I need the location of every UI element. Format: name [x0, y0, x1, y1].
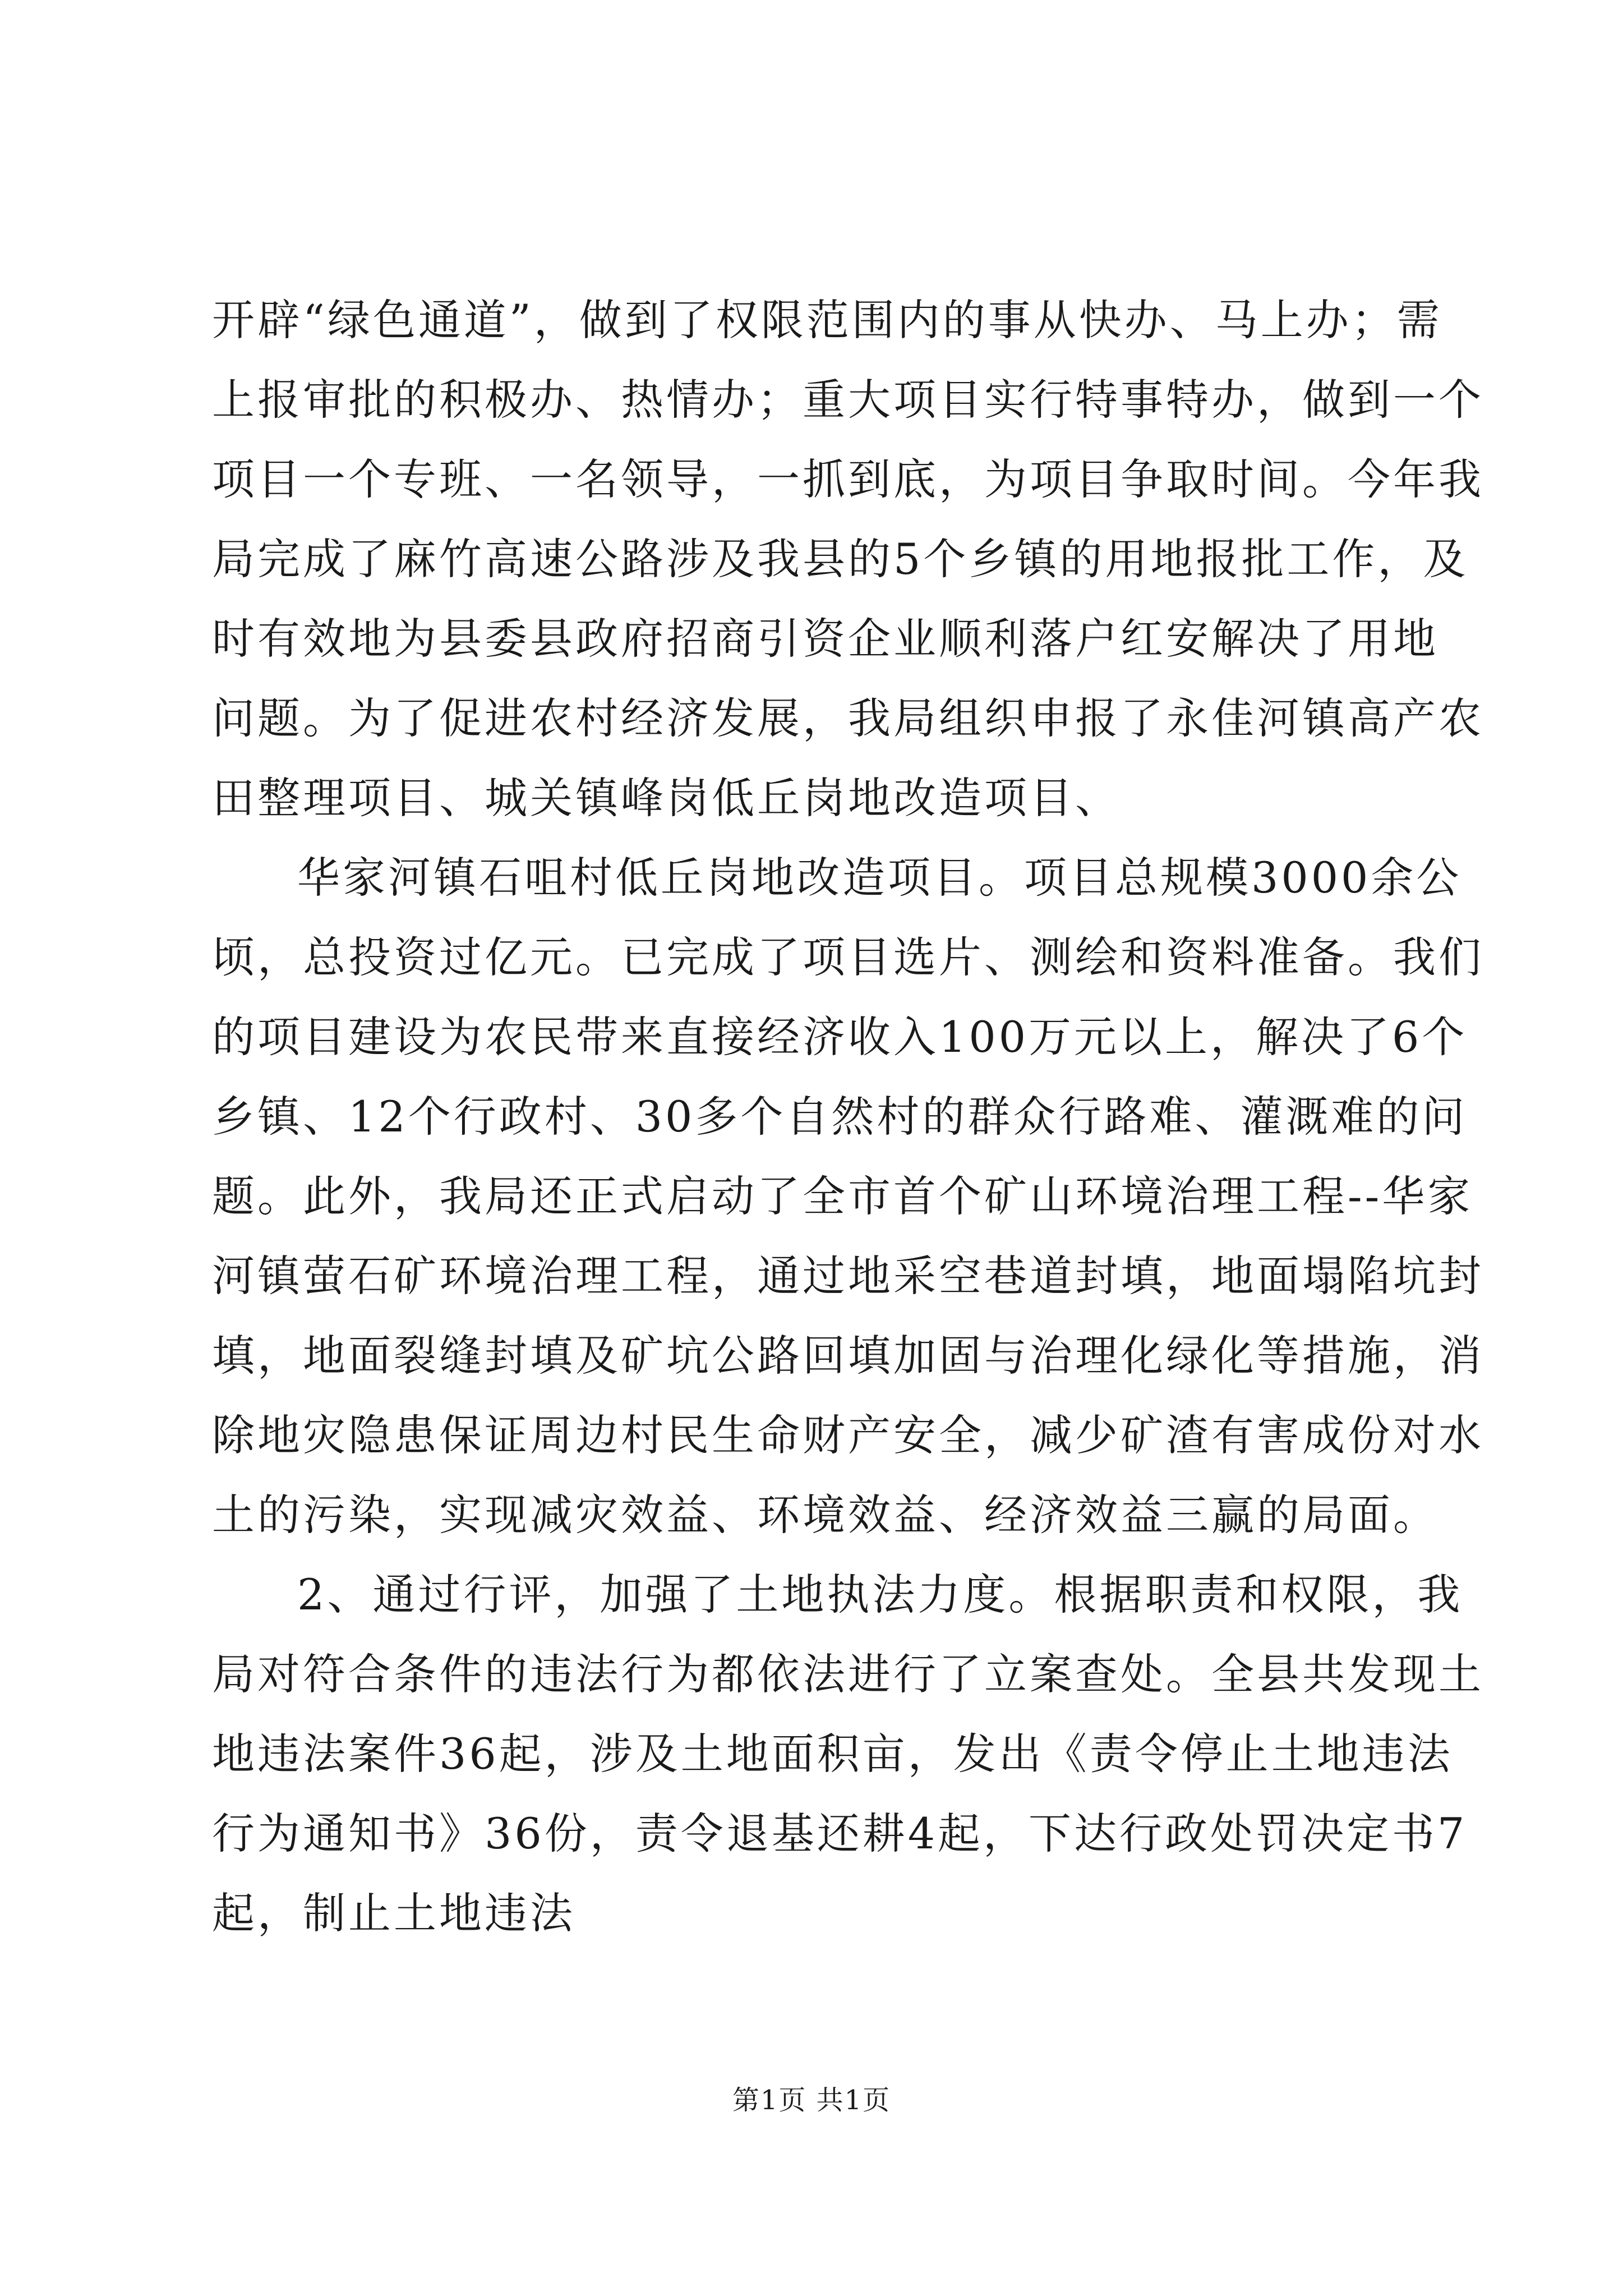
- text-line: 局完成了麻竹高速公路涉及我县的5个乡镇的用地报批工作，及: [212, 534, 1469, 584]
- text-line: 填，地面裂缝封填及矿坑公路回填加固与治理化绿化等措施，消: [212, 1331, 1484, 1381]
- paragraph-first-line: 华家河镇石咀村低丘岗地改造项目。项目总规模3000余公: [297, 853, 1462, 903]
- paragraph-first-line: 2、通过行评，加强了土地执法力度。根据职责和权限，我: [297, 1570, 1463, 1619]
- text-line: 河镇萤石矿环境治理工程，通过地采空巷道封填，地面塌陷坑封: [212, 1251, 1484, 1301]
- text-line: 顷，总投资过亿元。已完成了项目选片、测绘和资料准备。我们: [212, 932, 1484, 982]
- text-line: 起，制止土地违法: [212, 1888, 575, 1938]
- document-body: [212, 280, 1484, 1953]
- text-line: 的项目建设为农民带来直接经济收入100万元以上，解决了6个: [212, 1012, 1468, 1062]
- text-line: 项目一个专班、一名领导，一抓到底，为项目争取时间。今年我: [212, 454, 1484, 504]
- text-line: 田整理项目、城关镇峰岗低丘岗地改造项目、: [212, 773, 1121, 823]
- text-line: 题。此外，我局还正式启动了全市首个矿山环境治理工程--华家: [212, 1171, 1473, 1221]
- text-line: 行为通知书》36份，责令退基还耕4起，下达行政处罚决定书7: [212, 1809, 1468, 1858]
- text-line: 乡镇、12个行政村、30多个自然村的群众行路难、灌溉难的问: [212, 1092, 1468, 1142]
- text-line: 问题。为了促进农村经济发展，我局组织申报了永佳河镇高产农: [212, 693, 1484, 743]
- page-number-footer: 第1页 共1页: [732, 2085, 891, 2116]
- text-line: 开辟“绿色通道”，做到了权限范围内的事从快办、马上办；需: [212, 295, 1442, 345]
- text-line: 除地灾隐患保证周边村民生命财产安全，减少矿渣有害成份对水: [212, 1410, 1484, 1460]
- text-line: 土的污染，实现减灾效益、环境效益、经济效益三赢的局面。: [212, 1490, 1438, 1540]
- text-line: 上报审批的积极办、热情办；重大项目实行特事特办，做到一个: [212, 375, 1484, 425]
- text-line: 局对符合条件的违法行为都依法进行了立案查处。全县共发现土: [212, 1649, 1484, 1699]
- text-line: 时有效地为县委县政府招商引资企业顺利落户红安解决了用地: [212, 614, 1438, 664]
- text-line: 地违法案件36起，涉及土地面积亩，发出《责令停止土地违法: [212, 1729, 1453, 1779]
